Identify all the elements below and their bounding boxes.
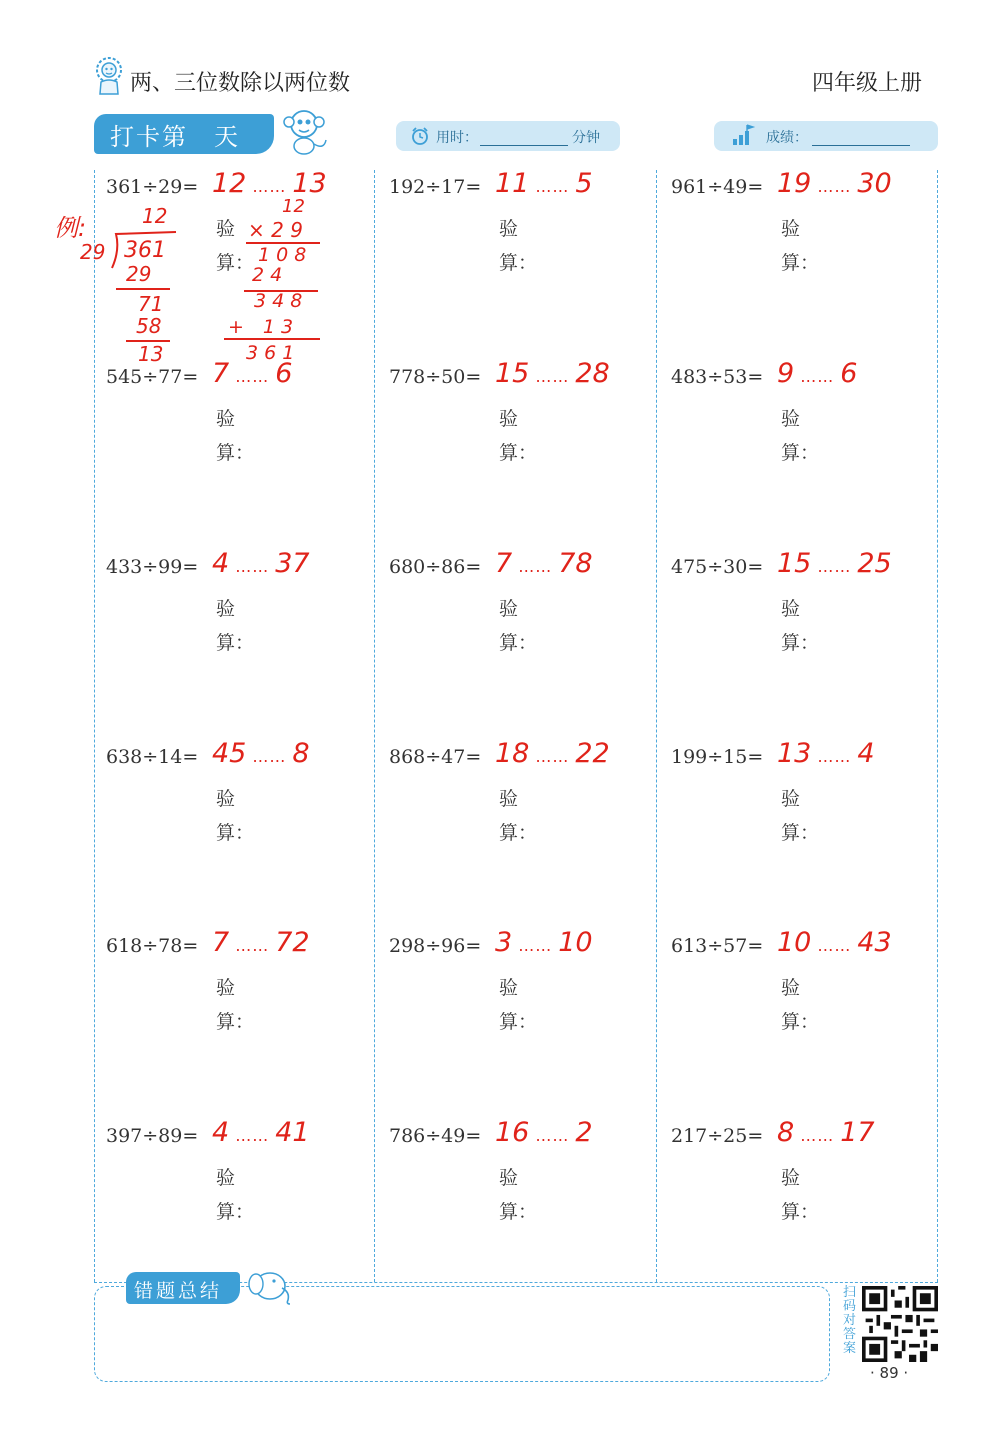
problem-expression: 613÷57= [671, 935, 764, 957]
handwritten-answer [495, 927, 593, 958]
handwritten-answer [495, 358, 610, 389]
handwritten-answer [777, 738, 875, 769]
answer-quotient: 9 [777, 358, 795, 389]
answer-remainder: 2 [575, 1117, 593, 1148]
answer-remainder: 22 [575, 738, 610, 769]
problem-expression: 483÷53= [671, 366, 764, 388]
check-label-1: 验 [781, 218, 801, 240]
remainder-dots: …… [800, 367, 835, 386]
remainder-dots: …… [817, 747, 852, 766]
problem-expression: 868÷47= [389, 746, 482, 768]
example-step-1: 29 [126, 262, 152, 286]
example-dividend: 361 [124, 238, 166, 263]
check-area[interactable] [781, 971, 819, 1039]
answer-quotient: 4 [212, 1117, 230, 1148]
handwritten-answer [777, 548, 892, 579]
remainder-dots: …… [235, 557, 270, 576]
handwritten-answer [495, 738, 610, 769]
example-step-4: 13 [138, 342, 164, 366]
remainder-dots: …… [817, 936, 852, 955]
check-label-1: 验 [781, 977, 801, 999]
answer-quotient: 19 [777, 168, 812, 199]
column-divider-1 [374, 170, 375, 1282]
check-label-2: 算： [216, 822, 255, 844]
answer-remainder: 72 [275, 927, 310, 958]
mult-top: 12 [282, 196, 305, 217]
problem-expression: 433÷99= [106, 556, 199, 578]
page-title: 两、三位数除以两位数 [130, 71, 351, 96]
check-label-2: 算： [781, 442, 820, 464]
check-label-1: 验 [216, 408, 236, 430]
answer-quotient: 13 [777, 738, 812, 769]
problem-expression: 217÷25= [671, 1125, 764, 1147]
lion-mascot-icon [92, 56, 126, 96]
check-label-2: 算： [216, 1011, 255, 1033]
problem-expression: 778÷50= [389, 366, 482, 388]
check-label-1: 验 [216, 598, 236, 620]
problem-expression: 618÷78= [106, 935, 199, 957]
time-input-line[interactable] [480, 127, 568, 146]
check-label-2: 算： [499, 1201, 538, 1223]
answer-quotient: 45 [212, 738, 247, 769]
problem-expression: 638÷14= [106, 746, 199, 768]
answer-remainder: 5 [575, 168, 593, 199]
answer-remainder: 28 [575, 358, 610, 389]
remainder-dots: …… [817, 557, 852, 576]
monkey-mascot-icon [276, 104, 332, 156]
example-divisor: 29 [80, 240, 106, 264]
problem-expression: 199÷15= [671, 746, 764, 768]
handwritten-answer [777, 927, 892, 958]
check-label-2: 算： [499, 632, 538, 654]
check-label-1: 验 [781, 1167, 801, 1189]
time-unit: 分钟 [572, 130, 600, 146]
handwritten-answer [212, 1117, 310, 1148]
handwritten-answer [212, 927, 310, 958]
check-label-2: 算： [216, 252, 255, 274]
check-area[interactable] [499, 782, 537, 850]
handwritten-answer [777, 1117, 875, 1148]
check-area[interactable] [781, 212, 819, 280]
answer-remainder: 25 [857, 548, 892, 579]
problem-expression: 298÷96= [389, 935, 482, 957]
check-area[interactable] [781, 592, 819, 660]
remainder-dots: …… [235, 367, 270, 386]
handwritten-answer [495, 548, 593, 579]
problem-expression: 192÷17= [389, 176, 482, 198]
check-label-1: 验 [781, 598, 801, 620]
division-rule-1 [116, 288, 170, 290]
scan-answer-label: 扫码对答案 [843, 1285, 857, 1356]
check-label-1: 验 [499, 1167, 519, 1189]
check-label-2: 算： [216, 442, 255, 464]
handwritten-answer [777, 358, 857, 389]
score-label: 成绩： [766, 130, 808, 146]
check-area[interactable] [216, 402, 254, 470]
handwritten-answer [495, 168, 593, 199]
remainder-dots: …… [535, 177, 570, 196]
answer-remainder: 8 [292, 738, 310, 769]
check-label-1: 验 [499, 598, 519, 620]
example-label: 例: [54, 214, 87, 242]
answer-quotient: 15 [495, 358, 530, 389]
mult-partial-1: 1 0 8 [258, 244, 307, 266]
check-label-2: 算： [499, 252, 538, 274]
checkin-day-text: 打卡第 天 [110, 123, 240, 151]
handwritten-answer [212, 738, 310, 769]
answer-remainder: 10 [558, 927, 593, 958]
score-input-line[interactable] [812, 127, 910, 146]
answer-remainder: 78 [558, 548, 593, 579]
problem-expression: 786÷49= [389, 1125, 482, 1147]
check-label-1: 验 [499, 408, 519, 430]
check-label-2: 算： [216, 1201, 255, 1223]
remainder-dots: …… [235, 936, 270, 955]
problem-expression: 961÷49= [671, 176, 764, 198]
answer-remainder: 6 [840, 358, 858, 389]
answer-quotient: 10 [777, 927, 812, 958]
check-label-1: 验 [216, 1167, 236, 1189]
answer-quotient: 4 [212, 548, 230, 579]
check-area[interactable] [216, 592, 254, 660]
check-area[interactable] [216, 1161, 254, 1229]
answer-quotient: 8 [777, 1117, 795, 1148]
check-label-1: 验 [781, 408, 801, 430]
check-label-1: 验 [216, 218, 236, 240]
page-number: · 89 · [870, 1364, 909, 1382]
problem-expression: 680÷86= [389, 556, 482, 578]
problem-expression: 545÷77= [106, 366, 199, 388]
check-label-2: 算： [499, 822, 538, 844]
answer-quotient: 7 [212, 927, 230, 958]
check-label-2: 算： [781, 632, 820, 654]
answer-remainder: 41 [275, 1117, 310, 1148]
check-label-2: 算： [781, 252, 820, 274]
alarm-clock-icon [410, 126, 430, 146]
check-label-1: 验 [216, 977, 236, 999]
answer-remainder: 6 [275, 358, 293, 389]
check-area[interactable] [499, 1161, 537, 1229]
answer-remainder: 4 [857, 738, 875, 769]
answer-quotient: 15 [777, 548, 812, 579]
check-label-1: 验 [499, 218, 519, 240]
answer-quotient: 16 [495, 1117, 530, 1148]
elephant-mascot-icon [244, 1266, 296, 1306]
grade-label: 四年级上册 [812, 71, 923, 96]
check-label-1: 验 [499, 788, 519, 810]
problem-expression: 475÷30= [671, 556, 764, 578]
remainder-dots: …… [252, 177, 287, 196]
check-area[interactable] [216, 782, 254, 850]
handwritten-answer [495, 1117, 593, 1148]
check-area[interactable] [216, 971, 254, 1039]
check-area[interactable] [499, 592, 537, 660]
remainder-dots: …… [535, 1126, 570, 1145]
handwritten-answer [777, 168, 892, 199]
remainder-dots: …… [518, 557, 553, 576]
remainder-dots: …… [800, 1126, 835, 1145]
check-label-1: 验 [499, 977, 519, 999]
answer-remainder: 17 [840, 1117, 875, 1148]
time-label: 用时： [436, 130, 478, 146]
frame-left-border [94, 170, 95, 1282]
remainder-dots: …… [817, 177, 852, 196]
example-step-3: 58 [136, 314, 162, 338]
add-total: 3 6 1 [246, 342, 295, 364]
check-label-2: 算： [781, 1011, 820, 1033]
answer-remainder: 13 [292, 168, 327, 199]
mult-times: × 2 9 [248, 218, 303, 242]
check-area[interactable] [781, 402, 819, 470]
handwritten-answer [212, 168, 327, 199]
mult-partial-2: 2 4 [252, 264, 283, 286]
example-quotient: 12 [142, 204, 168, 228]
problem-expression: 361÷29= [106, 176, 199, 198]
answer-quotient: 7 [212, 358, 230, 389]
remainder-dots: …… [235, 1126, 270, 1145]
check-label-2: 算： [781, 1201, 820, 1223]
check-area[interactable] [781, 1161, 819, 1229]
remainder-dots: …… [252, 747, 287, 766]
check-label-2: 算： [216, 632, 255, 654]
mistake-summary-label: 错题总结 [134, 1280, 223, 1302]
check-area[interactable] [499, 971, 537, 1039]
mult-product: 3 4 8 [254, 290, 303, 312]
qr-code-icon[interactable] [862, 1286, 938, 1362]
check-label-2: 算： [781, 822, 820, 844]
answer-remainder: 30 [857, 168, 892, 199]
check-label-1: 验 [781, 788, 801, 810]
check-label-1: 验 [216, 788, 236, 810]
add-remainder: + 1 3 [228, 316, 294, 338]
handwritten-answer [212, 548, 310, 579]
column-divider-2 [656, 170, 657, 1282]
answer-quotient: 12 [212, 168, 247, 199]
remainder-dots: …… [535, 747, 570, 766]
frame-right-border [937, 170, 938, 1282]
bar-chart-icon [730, 123, 756, 147]
answer-quotient: 3 [495, 927, 513, 958]
answer-quotient: 18 [495, 738, 530, 769]
problem-expression: 397÷89= [106, 1125, 199, 1147]
answer-remainder: 37 [275, 548, 310, 579]
check-area[interactable] [499, 402, 537, 470]
answer-quotient: 7 [495, 548, 513, 579]
add-rule [224, 338, 320, 340]
check-label-2: 算： [499, 442, 538, 464]
check-label-2: 算： [499, 1011, 538, 1033]
remainder-dots: …… [535, 367, 570, 386]
answer-remainder: 43 [857, 927, 892, 958]
example-step-2: 71 [138, 292, 164, 316]
check-area[interactable] [781, 782, 819, 850]
answer-quotient: 11 [495, 168, 530, 199]
remainder-dots: …… [518, 936, 553, 955]
check-area[interactable] [499, 212, 537, 280]
